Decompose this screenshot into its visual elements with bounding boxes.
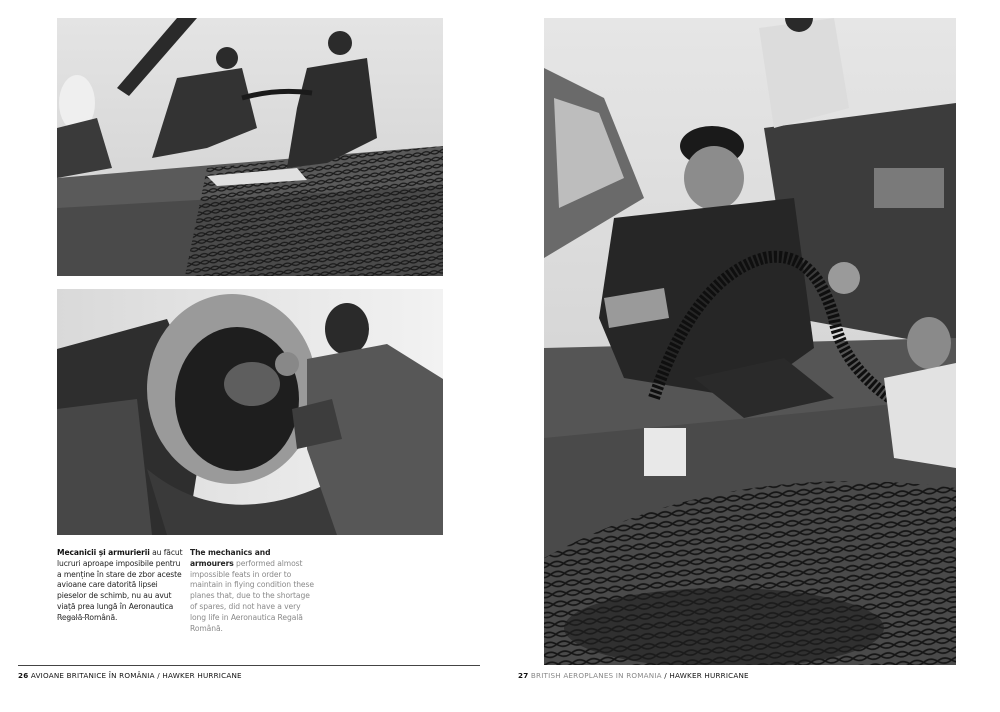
footer-right xyxy=(518,671,749,680)
page-number-right: 27 xyxy=(518,671,529,680)
photo-mechanics-on-wing xyxy=(57,18,443,276)
footer-left xyxy=(18,671,242,680)
running-title-right: BRITISH AEROPLANES IN ROMANIA xyxy=(530,671,662,680)
caption-romanian xyxy=(57,548,185,624)
caption-romanian-text: au făcut lucruri aproape imposibile pentru a menține în stare de zbor aceste avioane care datorită lipsei pieselor de schimb, nu au avut viață prea lungă în Aeronautica Regală Română. xyxy=(57,548,183,622)
caption-english xyxy=(190,548,316,634)
photo-mechanic-engine xyxy=(57,289,443,535)
photo-mechanic-engine-image xyxy=(57,289,443,535)
running-subtitle-right: HAWKER HURRICANE xyxy=(669,671,749,680)
running-subtitle-left: HAWKER HURRICANE xyxy=(162,671,242,680)
footer-divider xyxy=(18,665,480,666)
caption-english-text: performed almost impossible feats in order to maintain in flying condition these planes that, due to the shortage of spares, did not have a very long life in Aeronautica Regală Română. xyxy=(190,558,314,633)
caption-divider xyxy=(57,617,89,618)
caption-english-bold: The mechanics and armourers xyxy=(190,548,271,568)
photo-armourer-ammunition-belt xyxy=(544,18,956,665)
page-number-left: 26 xyxy=(18,671,29,680)
running-title-left: AVIOANE BRITANICE ÎN ROMÂNIA xyxy=(30,671,155,680)
photo-mechanics-on-wing-image xyxy=(57,18,443,276)
photo-armourer-ammunition-belt-image xyxy=(544,18,956,665)
caption-romanian-bold: Mecanicii și armurierii xyxy=(57,548,150,557)
footer-separator-left: / xyxy=(157,671,160,680)
footer-separator-right: / xyxy=(664,671,667,680)
